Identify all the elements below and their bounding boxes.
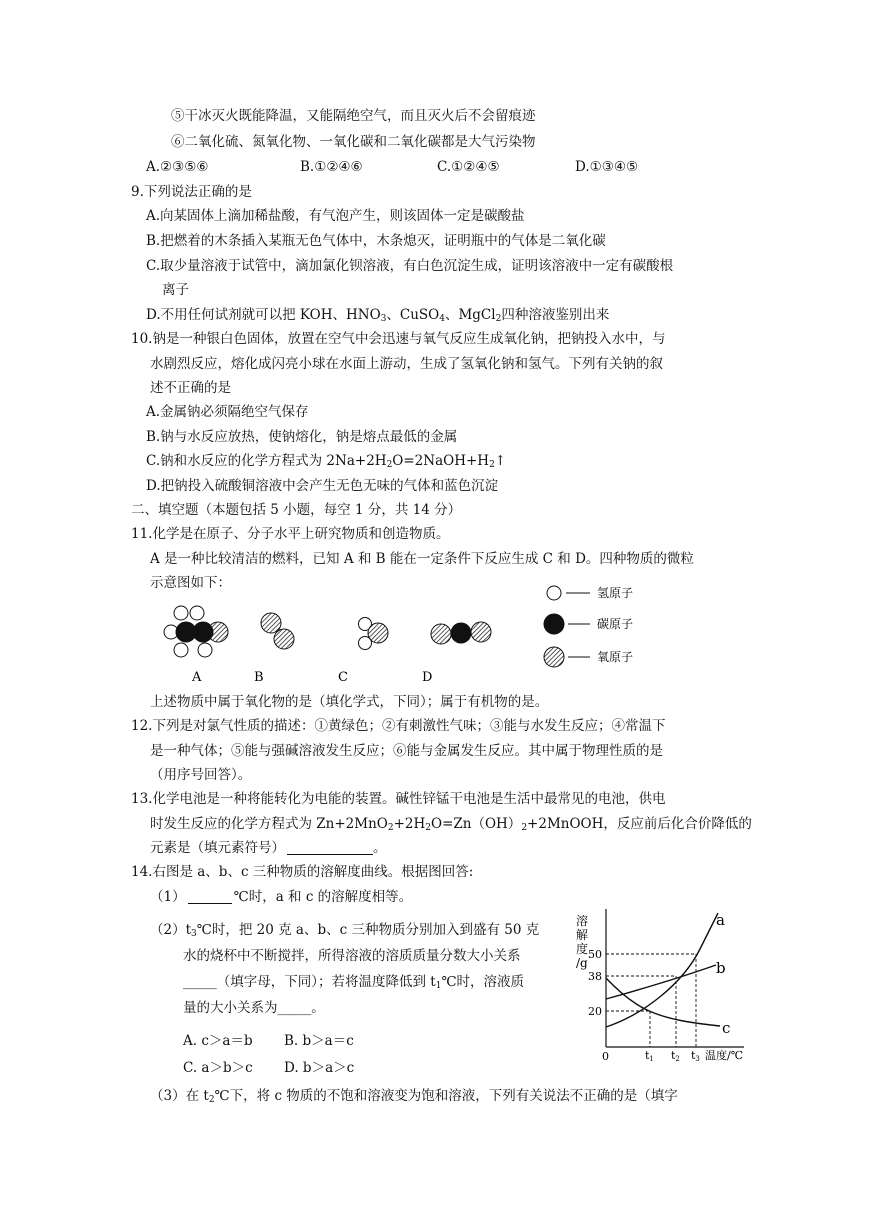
molecule-label-c: C xyxy=(338,670,348,685)
q8-item5: ⑤干冰灭火既能降温，又能隔绝空气，而且灭火后不会留痕迹 xyxy=(171,108,536,124)
q14-part-1-blank[interactable] xyxy=(188,889,232,904)
molecule-label-d: D xyxy=(422,670,433,685)
molecule-label-a: A xyxy=(192,670,202,685)
q10-option-a: A.金属钠必须隔绝空气保存 xyxy=(146,404,309,420)
x-axis-label: 温度/℃ xyxy=(705,1049,744,1062)
q9-option-c-cont: 离子 xyxy=(162,282,189,298)
q14-part-2-line-3: _____（填字母，下同）；若将温度降低到 $t_1℃$时，溶液质 xyxy=(183,974,525,991)
q14-part-2-line-2: 水的烧杯中不断搅拌，所得溶液的溶质质量分数大小关系 xyxy=(183,948,521,964)
q14-part-3: （3）在 $t_2℃$下，将 c 物质的不饱和溶液变为饱和溶液，下列有关说法不正确的是（填字 xyxy=(150,1088,678,1105)
q14-part-2-line-4: 量的大小关系为_____。 xyxy=(183,1000,325,1016)
molecule-c xyxy=(359,618,389,650)
q10-stem-3: 述不正确的是 xyxy=(150,380,231,396)
solubility-chart xyxy=(572,905,752,1070)
legend-oxygen: 氧原子 xyxy=(597,650,634,664)
q10-stem-1: 10.钠是一种银白色固体，放置在空气中会迅速与氧气反应生成氧化钠，把钠投入水中，与 xyxy=(131,331,666,347)
q9-option-a: A.向某固体上滴加稀盐酸，有气泡产生，则该固体一定是碳酸盐 xyxy=(146,208,525,224)
x-tick-t1: t1 xyxy=(645,1049,654,1063)
molecule-label-b: B xyxy=(254,670,264,685)
q11-line-3: 示意图如下： xyxy=(150,575,231,591)
q12-line-1: 12.下列是对氯气性质的描述：①黄绿色；②有刺激性气味；③能与水发生反应；④常温下 xyxy=(131,718,666,734)
x-tick-t3: t3 xyxy=(691,1049,700,1063)
x-tick-t2: t2 xyxy=(671,1049,680,1063)
q8-option-d: D.①③④⑤ xyxy=(575,159,639,175)
q14-option-b: B. b＞a＝c xyxy=(284,1033,354,1049)
curve-label-a: a xyxy=(716,911,725,929)
q11-answer-line: 上述物质中属于氧化物的是（填化学式，下同）；属于有机物的是。 xyxy=(150,694,549,710)
q14-option-a: A. c＞a＝b xyxy=(183,1033,253,1049)
molecule-b xyxy=(261,613,294,649)
q10-option-d: D.把钠投入硫酸铜溶液中会产生无色无味的气体和蓝色沉淀 xyxy=(146,478,499,494)
q14-option-c: C. a＞b＞c xyxy=(183,1060,253,1076)
q10-option-c: C.钠和水反应的化学方程式为 $2Na+2H_2O=2NaOH+H_2↑$ xyxy=(146,453,507,470)
legend xyxy=(544,586,634,667)
q14-option-d: D. b＞a＞c xyxy=(284,1060,355,1076)
q9-option-c: C.取少量溶液于试管中，滴加氯化钡溶液，有白色沉淀生成，证明该溶液中一定有碳酸根 xyxy=(146,258,674,274)
q12-line-3: （用序号回答）。 xyxy=(150,767,252,783)
q9-option-b: B.把燃着的木条插入某瓶无色气体中，木条熄灭，证明瓶中的气体是二氧化碳 xyxy=(146,233,606,249)
q8-option-c: C.①②④⑤ xyxy=(437,159,500,175)
molecule-a xyxy=(164,606,228,657)
q14-part-1: （1） ℃时，a 和 c 的溶解度相等。 xyxy=(150,889,413,905)
q14-part-2-line-1: $(2)t_3℃$时，把 20 克 a、b、c 三种物质分别加入到盛有 50 克 xyxy=(150,922,540,939)
q8-option-a: A.②③⑤⑥ xyxy=(146,159,209,175)
curve-c xyxy=(606,978,720,1026)
q13-answer-blank[interactable] xyxy=(287,840,373,855)
q14-stem: 14.右图是 a、b、c 三种物质的溶解度曲线。根据图回答: xyxy=(131,864,474,880)
q9-option-d: D.不用任何试剂就可以把 KOH、$HNO_3$、CuSO$_4$、MgCl$_2$四种溶液鉴别出来 xyxy=(146,307,610,324)
legend-hydrogen: 氢原子 xyxy=(597,586,634,600)
molecule-d xyxy=(431,622,491,644)
y-tick-50: 50 xyxy=(588,948,602,961)
molecule-diagram xyxy=(150,580,670,690)
section-heading: 二、填空题（本题包括 5 小题，每空 1 分，共 14 分） xyxy=(131,502,462,518)
origin-label: 0 xyxy=(602,1050,609,1063)
q9-stem: 9.下列说法正确的是 xyxy=(131,184,252,200)
y-tick-20: 20 xyxy=(588,1005,602,1018)
q8-item6: ⑥二氧化硫、氮氧化物、一氧化碳和二氧化碳都是大气污染物 xyxy=(171,134,536,150)
q10-option-b: B.钠与水反应放热，使钠熔化，钠是熔点最低的金属 xyxy=(146,429,458,445)
curve-label-c: c xyxy=(722,1019,731,1037)
q13-line-2: 时发生反应的化学方程式为 $Zn+2MnO_2+2H_2O=Zn(OH)_2+2MnOOH$，反应前后化合价降低的 xyxy=(150,816,752,833)
legend-carbon: 碳原子 xyxy=(597,617,634,631)
y-axis-label: 溶解度/g xyxy=(576,914,589,970)
curve-label-b: b xyxy=(716,959,726,977)
q12-line-2: 是一种气体；⑤能与强碱溶液发生反应；⑥能与金属发生反应。其中属于物理性质的是 xyxy=(150,743,663,759)
q8-option-b: B.①②④⑥ xyxy=(300,159,363,175)
q13-line-3: 元素是（填元素符号） 。 xyxy=(150,840,387,856)
q10-stem-2: 水剧烈反应，熔化成闪亮小球在水面上游动，生成了氢氧化钠和氢气。下列有关钠的叙 xyxy=(150,356,663,372)
q11-line-2: A 是一种比较清洁的燃料，已知 A 和 B 能在一定条件下反应生成 C 和 D。四种物质的微粒 xyxy=(150,551,694,567)
q13-line-1: 13.化学电池是一种将能转化为电能的装置。碱性锌锰干电池是生活中最常见的电池，供电 xyxy=(131,791,666,807)
y-tick-38: 38 xyxy=(588,970,602,983)
q11-stem: 11.化学是在原子、分子水平上研究物质和创造物质。 xyxy=(131,526,450,542)
